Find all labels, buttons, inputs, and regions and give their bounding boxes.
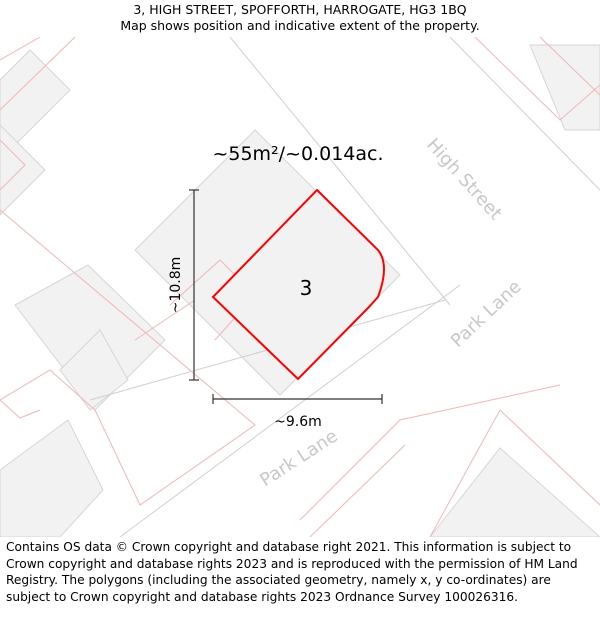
height-dimension-label: ~10.8m <box>168 256 184 314</box>
map-header <box>0 0 600 37</box>
area-label: ~55m²/~0.014ac. <box>212 143 384 165</box>
street-label-park-lane-right: Park Lane <box>446 276 526 352</box>
map-subtitle: Map shows position and indicative extent of the property. <box>120 18 480 33</box>
copyright-notice: Contains OS data © Crown copyright and database right 2021. This information is subject to Crown copyright and database rights 2023 and is reproduced with the permission of HM Land Registry. The polygons (including the associated geometry, namely x, y co-ordinates) are subject to Crown copyright and database rights 2023 Ordnance Survey 100026316. <box>6 540 578 604</box>
street-label-park-lane-bottom: Park Lane <box>256 425 342 492</box>
width-dimension-line <box>213 394 382 404</box>
width-dimension-label: ~9.6m <box>274 414 322 430</box>
map-canvas[interactable] <box>0 37 600 537</box>
street-label-high-street: High Street <box>422 134 506 225</box>
plot-number: 3 <box>299 276 313 300</box>
property-address: 3, HIGH STREET, SPOFFORTH, HARROGATE, HG3 1BQ <box>133 2 467 17</box>
